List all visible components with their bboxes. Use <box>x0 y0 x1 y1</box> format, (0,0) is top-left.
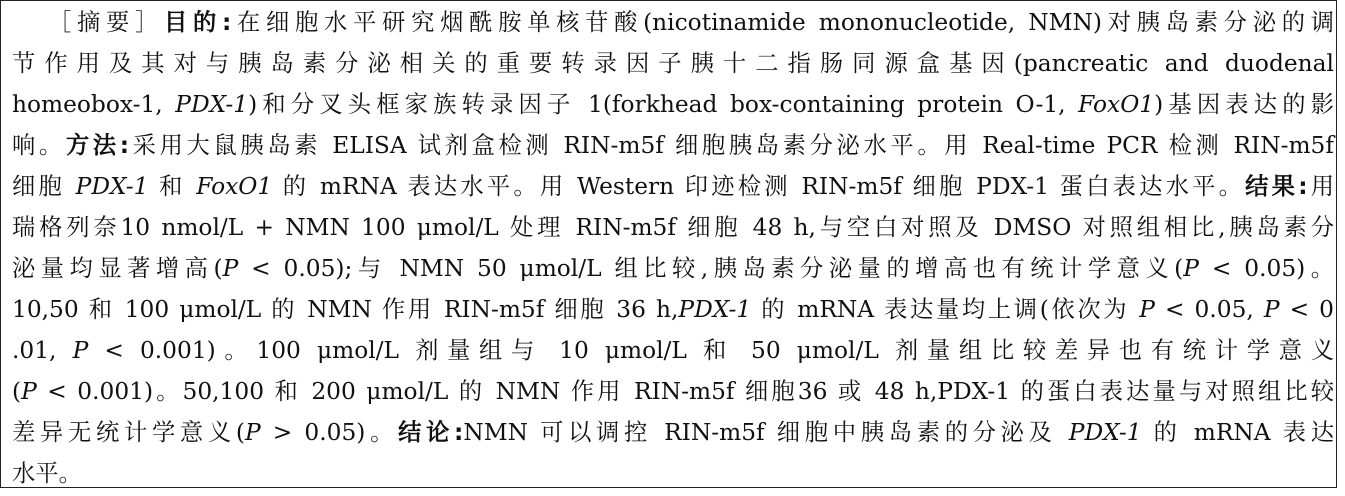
abstract-line-10: (P < 0.001)。50,100 和 200 μmol/L 的 NMN 作用 RIN-m5f 细胞36 或 48 h,PDX-1 的蛋白表达量与对照组比较 <box>12 378 1334 405</box>
p-value-symbol: P <box>21 378 37 405</box>
abstract-label: ［摘要］ <box>48 9 165 36</box>
heading-objective: 目的: <box>164 9 232 36</box>
abstract-line-12: 水平。 <box>12 460 82 487</box>
heading-methods: 方法: <box>65 132 130 159</box>
gene-name: PDX-1 <box>1068 419 1142 446</box>
abstract-line-2: 节作用及其对与胰岛素分泌相关的重要转录因子胰十二指肠同源盒基因(pancreatic and duodenal <box>12 50 1334 77</box>
gene-name: FoxO1 <box>196 173 273 200</box>
abstract-text-block <box>12 2 1334 494</box>
p-value-symbol: P <box>1263 296 1280 323</box>
p-value-symbol: P <box>245 419 261 446</box>
gene-name: PDX-1 <box>175 91 249 118</box>
p-value-symbol: P <box>1183 255 1199 282</box>
heading-conclusion: 结论: <box>398 419 464 446</box>
abstract-line-4: 响。方法:采用大鼠胰岛素 ELISA 试剂盒检测 RIN-m5f 细胞胰岛素分泌水平。用 Real-time PCR 检测 RIN-m5f <box>12 132 1334 159</box>
p-value-symbol: P <box>72 337 89 364</box>
abstract-line-1: ［摘要］目的:在细胞水平研究烟酰胺单核苷酸(nicotinamide mononucleotide, NMN)对胰岛素分泌的调 <box>48 9 1334 36</box>
gene-name: FoxO1 <box>1078 91 1155 118</box>
gene-name: PDX-1 <box>75 173 149 200</box>
abstract-line-6: 瑞格列奈10 nmol/L + NMN 100 μmol/L 处理 RIN-m5f 细胞 48 h,与空白对照及 DMSO 对照组相比,胰岛素分 <box>12 214 1334 241</box>
abstract-line-11: 差异无统计学意义(P > 0.05)。结论:NMN 可以调控 RIN-m5f 细胞中胰岛素的分泌及 PDX-1 的 mRNA 表达 <box>12 419 1334 446</box>
abstract-line-7: 泌量均显著增高(P < 0.05);与 NMN 50 μmol/L 组比较,胰岛素分泌量的增高也有统计学意义(P < 0.05)。 <box>12 255 1335 282</box>
abstract-line-8: 10,50 和 100 μmol/L 的 NMN 作用 RIN-m5f 细胞 36 h,PDX-1 的 mRNA 表达量均上调(依次为 P < 0.05, P < 0 <box>12 296 1334 323</box>
abstract-line-9: .01, P < 0.001)。100 μmol/L 剂量组与 10 μmol/L 和 50 μmol/L 剂量组比较差异也有统计学意义 <box>12 337 1334 364</box>
p-value-symbol: P <box>222 255 239 282</box>
heading-results: 结果: <box>1245 173 1308 200</box>
abstract-line-3: homeobox-1, PDX-1)和分叉头框家族转录因子 1(forkhead box-containing protein O-1, FoxO1)基因表达的影 <box>12 91 1334 118</box>
p-value-symbol: P <box>1139 296 1155 323</box>
abstract-line-5: 细胞 PDX-1 和 FoxO1 的 mRNA 表达水平。用 Western 印迹检测 RIN-m5f 细胞 PDX-1 蛋白表达水平。结果:用 <box>12 173 1335 200</box>
gene-name: PDX-1 <box>678 296 752 323</box>
